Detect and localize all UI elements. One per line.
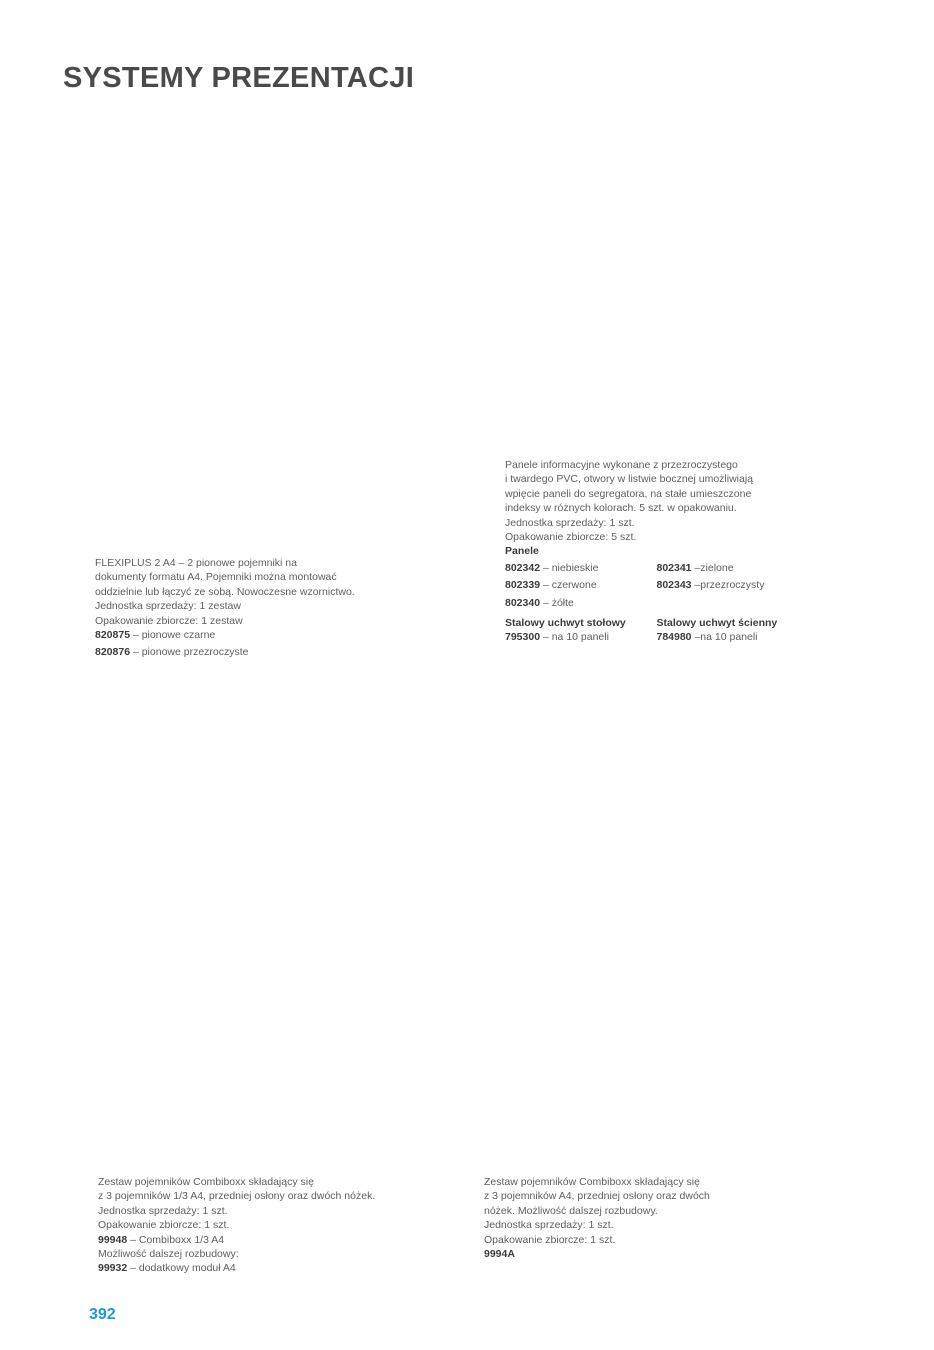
product-variant: [656, 630, 805, 644]
variant-label: – Combiboxx 1/3 A4: [127, 1233, 225, 1246]
variant-label: – dodatkowy moduł A4: [127, 1262, 236, 1275]
product-code: 802341: [656, 561, 692, 574]
sales-unit: Jednostka sprzedaży: 1 szt.: [505, 516, 635, 529]
product-code: 802340: [505, 596, 541, 609]
bulk-packaging: Opakowanie zbiorcze: 1 zestaw: [95, 614, 243, 627]
product-code: 820876: [95, 646, 131, 659]
description-line: Panele informacyjne wykonane z przezroczystego: [505, 459, 738, 471]
variant-label: –zielone: [691, 561, 734, 574]
product-variant: [505, 596, 656, 610]
variant-label: –przezroczysty: [691, 579, 765, 592]
bulk-packaging: Opakowanie zbiorcze: 1 szt.: [484, 1233, 616, 1246]
description-line: Zestaw pojemników Combiboxx składający się: [484, 1176, 700, 1188]
product-flexiplus: [95, 556, 415, 660]
table-holder: [505, 616, 656, 645]
holder-heading: Stalowy uchwyt ścienny: [656, 617, 778, 630]
description-line: oddzielnie lub łączyć ze sobą. Nowoczesne wzornictwo.: [95, 585, 355, 598]
description-line: z 3 pojemników 1/3 A4, przedniej osłony oraz dwóch nóżek.: [98, 1190, 376, 1203]
variant-label: –na 10 paneli: [691, 631, 758, 644]
sales-unit: Jednostka sprzedaży: 1 szt.: [98, 1204, 228, 1217]
description-line: dokumenty formatu A4. Pojemniki można montować: [95, 571, 337, 584]
product-code: 784980: [656, 631, 692, 644]
holders: [505, 616, 805, 645]
bulk-packaging: Opakowanie zbiorcze: 5 szt.: [505, 531, 637, 544]
product-combiboxx-a4: [484, 1175, 784, 1261]
product-combiboxx-1-3-a4: [98, 1175, 428, 1276]
description-line: wpięcie paneli do segregatora, na stałe umieszczone: [505, 487, 752, 500]
panel-variants: [505, 561, 805, 610]
extension-note: Możliwość dalszej rozbudowy:: [98, 1248, 239, 1261]
panel-variants-left: [505, 561, 656, 610]
page-number: 392: [89, 1306, 116, 1323]
panels-heading: Panele: [505, 545, 539, 558]
variant-label: – żółte: [540, 596, 574, 609]
product-variant: [95, 645, 415, 659]
description-line: FLEXIPLUS 2 A4 – 2 pionowe pojemniki na: [95, 557, 297, 569]
sales-unit: Jednostka sprzedaży: 1 zestaw: [95, 600, 241, 613]
product-variant: [505, 578, 656, 592]
variant-label: – pionowe czarne: [130, 629, 216, 642]
description-line: nóżek. Możliwość dalszej rozbudowy.: [484, 1204, 658, 1217]
product-variant: [656, 578, 805, 592]
description-line: Zestaw pojemników Combiboxx składający się: [98, 1176, 314, 1188]
description-line: i twardego PVC, otwory w listwie bocznej umożliwiają: [505, 473, 754, 486]
product-code: 795300: [505, 631, 541, 644]
description-line: indeksy w różnych kolorach. 5 szt. w opakowaniu.: [505, 502, 737, 515]
variant-label: – na 10 paneli: [540, 631, 609, 644]
product-variant: [95, 628, 415, 642]
product-variant: [98, 1233, 428, 1247]
panel-variants-right: [656, 561, 805, 610]
product-code: 99932: [98, 1262, 128, 1275]
product-panels: [505, 458, 805, 645]
holder-heading: Stalowy uchwyt stołowy: [505, 617, 626, 630]
sales-unit: Jednostka sprzedaży: 1 szt.: [484, 1219, 614, 1232]
page-title: SYSTEMY PREZENTACJI: [63, 62, 415, 94]
product-variant: [505, 561, 656, 575]
description-line: z 3 pojemników A4, przedniej osłony oraz dwóch: [484, 1190, 710, 1203]
product-code: 9994A: [484, 1248, 515, 1261]
product-code: 802339: [505, 579, 541, 592]
product-variant: [505, 630, 656, 644]
wall-holder: [656, 616, 805, 645]
product-code: 820875: [95, 629, 131, 642]
bulk-packaging: Opakowanie zbiorcze: 1 szt.: [98, 1219, 230, 1232]
product-code: 99948: [98, 1233, 128, 1246]
product-variant: [656, 561, 805, 575]
product-code: 802342: [505, 561, 541, 574]
variant-label: – czerwone: [540, 579, 597, 592]
variant-label: – pionowe przezroczyste: [130, 646, 249, 659]
product-variant: [98, 1261, 428, 1275]
variant-label: – niebieskie: [540, 561, 599, 574]
product-code: 802343: [656, 579, 692, 592]
